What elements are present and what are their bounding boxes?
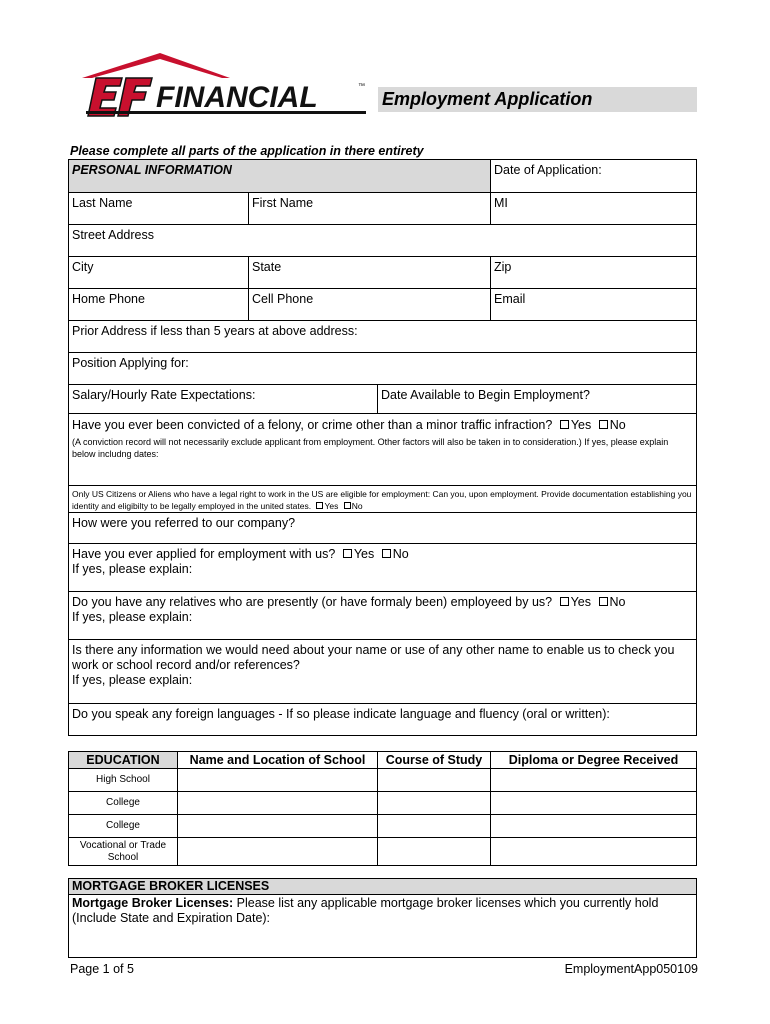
- other-name-question: Is there any information we would need about your name or use of any other name to enable us to check you work or school record and/or references?: [72, 643, 675, 672]
- other-name-section: [68, 639, 697, 703]
- edu-school-cell[interactable]: [177, 791, 377, 814]
- state-field[interactable]: State: [248, 256, 490, 288]
- edu-school-cell[interactable]: [177, 814, 377, 837]
- education-header: EDUCATION: [68, 751, 177, 768]
- edu-row-label: High School: [68, 768, 177, 791]
- felony-yes-checkbox[interactable]: [560, 420, 569, 429]
- relatives-no-label: No: [609, 595, 626, 609]
- relatives-question: Do you have any relatives who are presently (or have formaly been) employeed by us?: [72, 595, 553, 609]
- relatives-explain: If yes, please explain:: [72, 610, 193, 624]
- felony-question: Have you ever been convicted of a felony, or crime other than a minor traffic infraction?: [72, 418, 553, 432]
- company-logo: [82, 50, 372, 122]
- citizen-no-checkbox[interactable]: [344, 502, 351, 509]
- edu-diploma-cell[interactable]: [490, 837, 697, 866]
- licenses-header: MORTGAGE BROKER LICENSES: [68, 878, 697, 894]
- applied-explain: If yes, please explain:: [72, 562, 193, 576]
- relatives-yes-checkbox[interactable]: [560, 597, 569, 606]
- prior-address-field[interactable]: Prior Address if less than 5 years at above address:: [68, 320, 697, 352]
- applied-before-section: [68, 543, 697, 591]
- date-available-field[interactable]: Date Available to Begin Employment?: [377, 384, 697, 413]
- referred-field[interactable]: How were you referred to our company?: [68, 512, 697, 543]
- applied-no-label: No: [392, 547, 409, 561]
- edu-diploma-cell[interactable]: [490, 768, 697, 791]
- edu-row-label: College: [68, 814, 177, 837]
- languages-field[interactable]: Do you speak any foreign languages - If so please indicate language and fluency (oral or written):: [68, 703, 697, 736]
- personal-info-header: PERSONAL INFORMATION: [68, 159, 490, 192]
- city-field[interactable]: City: [68, 256, 248, 288]
- position-field[interactable]: Position Applying for:: [68, 352, 697, 384]
- edu-course-cell[interactable]: [377, 814, 490, 837]
- cell-phone-field[interactable]: Cell Phone: [248, 288, 490, 320]
- last-name-field[interactable]: Last Name: [68, 192, 248, 224]
- edu-row-label: College: [68, 791, 177, 814]
- first-name-field[interactable]: First Name: [248, 192, 490, 224]
- citizen-no-label: No: [351, 501, 363, 511]
- citizenship-section: [68, 485, 697, 512]
- relatives-section: [68, 591, 697, 639]
- felony-section: [68, 413, 697, 485]
- edu-course-cell[interactable]: [377, 837, 490, 866]
- instructions: Please complete all parts of the application in there entirety: [70, 144, 424, 158]
- licenses-label: Mortgage Broker Licenses:: [72, 896, 234, 910]
- applied-question: Have you ever applied for employment with us?: [72, 547, 336, 561]
- school-name-header: Name and Location of School: [177, 751, 377, 768]
- street-address-field[interactable]: Street Address: [68, 224, 697, 256]
- salary-field[interactable]: Salary/Hourly Rate Expectations:: [68, 384, 377, 413]
- edu-school-cell[interactable]: [177, 768, 377, 791]
- logo-wordmark: FINANCIAL: [156, 81, 318, 114]
- mi-field[interactable]: MI: [490, 192, 697, 224]
- licenses-field[interactable]: [68, 894, 697, 958]
- course-header: Course of Study: [377, 751, 490, 768]
- relatives-yes-label: Yes: [570, 595, 592, 609]
- edu-course-cell[interactable]: [377, 768, 490, 791]
- diploma-header: Diploma or Degree Received: [490, 751, 697, 768]
- svg-text:™: ™: [358, 83, 365, 90]
- applied-yes-label: Yes: [353, 547, 375, 561]
- edu-course-cell[interactable]: [377, 791, 490, 814]
- email-field[interactable]: Email: [490, 288, 697, 320]
- felony-note: (A conviction record will not necessarily exclude applicant from employment. Other factors will also be taken in to consideration.) If yes, please explain below includng dates:: [72, 437, 669, 459]
- document-title: Employment Application: [378, 87, 697, 112]
- citizenship-note: Only US Citizens or Aliens who have a legal right to work in the US are eligible for employment: Can you, upon employment. Provide documentation establishing you identity and eligibilty to be legally employed in the united states.: [72, 489, 692, 511]
- felony-yes-label: Yes: [570, 418, 592, 432]
- edu-diploma-cell[interactable]: [490, 791, 697, 814]
- page-number: Page 1 of 5: [70, 962, 134, 976]
- date-of-application-field[interactable]: Date of Application:: [490, 159, 697, 192]
- other-name-explain: If yes, please explain:: [72, 673, 193, 687]
- form-code: EmploymentApp050109: [564, 962, 698, 976]
- felony-no-checkbox[interactable]: [599, 420, 608, 429]
- applied-no-checkbox[interactable]: [382, 549, 391, 558]
- citizen-yes-label: Yes: [324, 501, 339, 511]
- zip-field[interactable]: Zip: [490, 256, 697, 288]
- citizen-yes-checkbox[interactable]: [316, 502, 323, 509]
- applied-yes-checkbox[interactable]: [343, 549, 352, 558]
- edu-row-label: Vocational or Trade School: [68, 837, 177, 866]
- felony-no-label: No: [609, 418, 626, 432]
- edu-school-cell[interactable]: [177, 837, 377, 866]
- home-phone-field[interactable]: Home Phone: [68, 288, 248, 320]
- relatives-no-checkbox[interactable]: [599, 597, 608, 606]
- licenses-text: Please list any applicable mortgage broker licenses which you currently hold (Include State and Expiration Date):: [72, 896, 659, 925]
- edu-diploma-cell[interactable]: [490, 814, 697, 837]
